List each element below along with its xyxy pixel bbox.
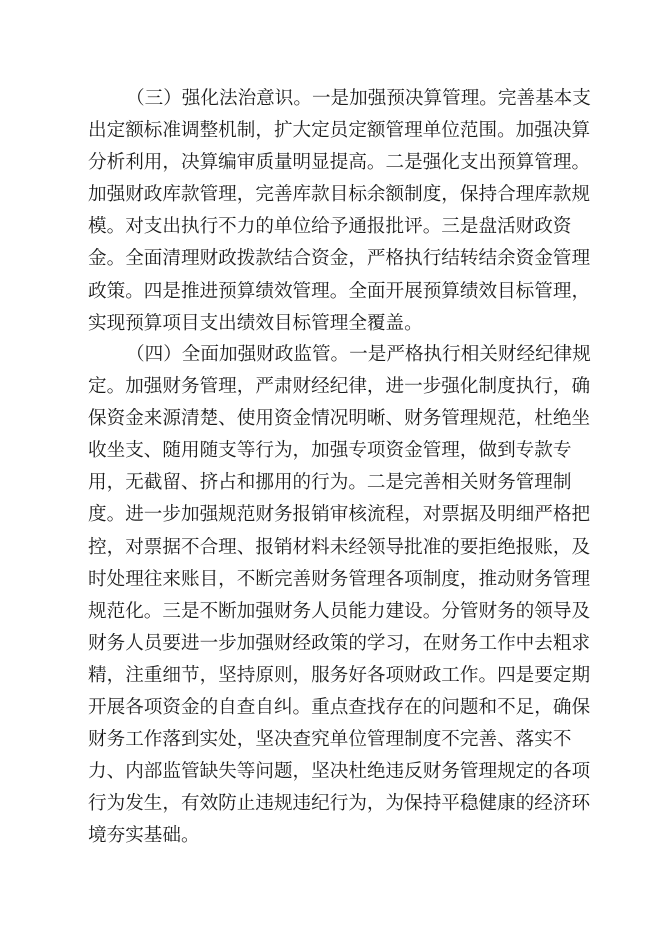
paragraph-line: 度。进一步加强规范财务报销审核流程，对票据及明细严格把 [88,504,591,526]
paragraph-line: 财务人员要进一步加强财经政策的学习，在财务工作中去粗求 [88,632,591,654]
paragraph-line: 精，注重细节，坚持原则，服务好各项财政工作。四是要定期 [88,664,591,686]
paragraph-line: 财务工作落到实处，坚决查究单位管理制度不完善、落实不 [88,729,572,751]
section-3-paragraph [88,83,591,340]
paragraph-line: 控，对票据不合理、报销材料未经领导批准的要拒绝报账，及 [88,536,591,558]
paragraph-line: 出定额标准调整机制，扩大定员定额管理单位范围。加强决算 [88,120,591,142]
paragraph-line: 实现预算项目支出绩效目标管理全覆盖。 [88,312,423,334]
paragraph-line: 用，无截留、挤占和挪用的行为。二是完善相关财务管理制 [88,472,572,494]
paragraph-line: 力、内部监管缺失等问题，坚决杜绝违反财务管理规定的各项 [88,761,591,783]
paragraph-line: 时处理往来账目，不断完善财务管理各项制度，推动财务管理 [88,568,591,590]
paragraph-line: （三）强化法治意识。一是加强预决算管理。完善基本支 [126,88,591,109]
paragraph-line: 政策。四是推进预算绩效管理。全面开展预算绩效目标管理， [88,280,591,302]
paragraph-line: 分析利用，决算编审质量明显提高。二是强化支出预算管理。 [88,152,591,174]
paragraph-line: 开展各项资金的自查自纠。重点查找存在的问题和不足，确保 [88,697,591,719]
section-4-paragraph [88,339,591,853]
paragraph-line: （四）全面加强财政监管。一是严格执行相关财经纪律规 [126,344,591,365]
paragraph-line: 保资金来源清楚、使用资金情况明晰、财务管理规范，杜绝坐 [88,408,591,430]
paragraph-line: 行为发生，有效防止违规违纪行为，为保持平稳健康的经济环 [88,793,591,815]
paragraph-line: 定。加强财务管理，严肃财经纪律，进一步强化制度执行，确 [88,376,591,398]
paragraph-line: 境夯实基础。 [88,825,200,847]
paragraph-line: 金。全面清理财政拨款结合资金，严格执行结转结余资金管理 [88,248,591,270]
paragraph-line: 规范化。三是不断加强财务人员能力建设。分管财务的领导及 [88,600,591,622]
paragraph-line: 模。对支出执行不力的单位给予通报批评。三是盘活财政资 [88,216,572,238]
paragraph-line: 收坐支、随用随支等行为，加强专项资金管理，做到专款专 [88,440,572,462]
paragraph-line: 加强财政库款管理，完善库款目标余额制度，保持合理库款规 [88,184,591,206]
